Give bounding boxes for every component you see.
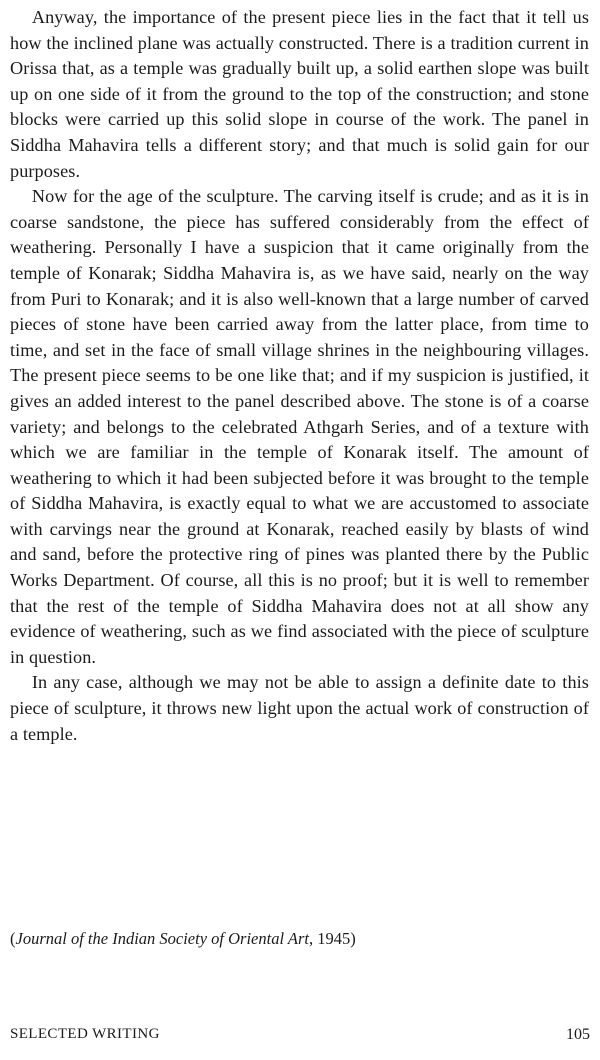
running-footer-title: SELECTED WRITING: [10, 1026, 160, 1042]
citation-journal-title: Journal of the Indian Society of Oriental Art: [15, 929, 309, 948]
citation-year: , 1945): [308, 929, 356, 948]
paragraph-1: Anyway, the importance of the present piece lies in the fact that it tell us how the inclined plane was actually constructed. There is a tradition current in Orissa that, as a temple was gradually built up, a solid earthen slope was built up on one side of it from the ground to the top of the construction; and stone blocks were carried up this solid slope in course of the work. The panel in Siddha Mahavira tells a different story; and that much is solid gain for our purposes.: [10, 7, 589, 181]
paragraph-2: Now for the age of the sculpture. The carving itself is crude; and as it is in coarse sandstone, the piece has suffered considerably from the effect of weathering. Personally I have a suspicion that it came originally from the temple of Konarak; Siddha Mahavira is, as we have said, nearly on the way from Puri to Konarak; and it is also well-known that a large number of carved pieces of stone have been carried away from the latter place, from time to time, and set in the face of small village shrines in the neighbouring villages. The present piece seems to be one like that; and if my suspicion is justified, it gives an added interest to the panel described above. The stone is of a coarse variety; and belongs to the celebrated Athgarh Series, and of a texture with which we are familiar in the temple of Konarak itself. The amount of weathering to which it had been subjected before it was brought to the temple of Siddha Mahavira, is exactly equal to what we are accustomed to associate with carvings near the ground at Konarak, reached easily by blasts of wind and sand, before the protective ring of pines was planted there by the Public Works Department. Of course, all this is no proof; but it is well to remember that the rest of the temple of Siddha Mahavira does not at all show any evidence of weathering, such as we find associated with the piece of sculpture in question.: [10, 186, 589, 667]
source-citation: [10, 928, 570, 950]
body-text: [10, 5, 589, 747]
citation-open-paren: (: [10, 929, 16, 948]
page-number: 105: [566, 1026, 590, 1043]
paragraph-3: In any case, although we may not be able to assign a definite date to this piece of sculpture, it throws new light upon the actual work of construction of a temple.: [10, 672, 589, 744]
